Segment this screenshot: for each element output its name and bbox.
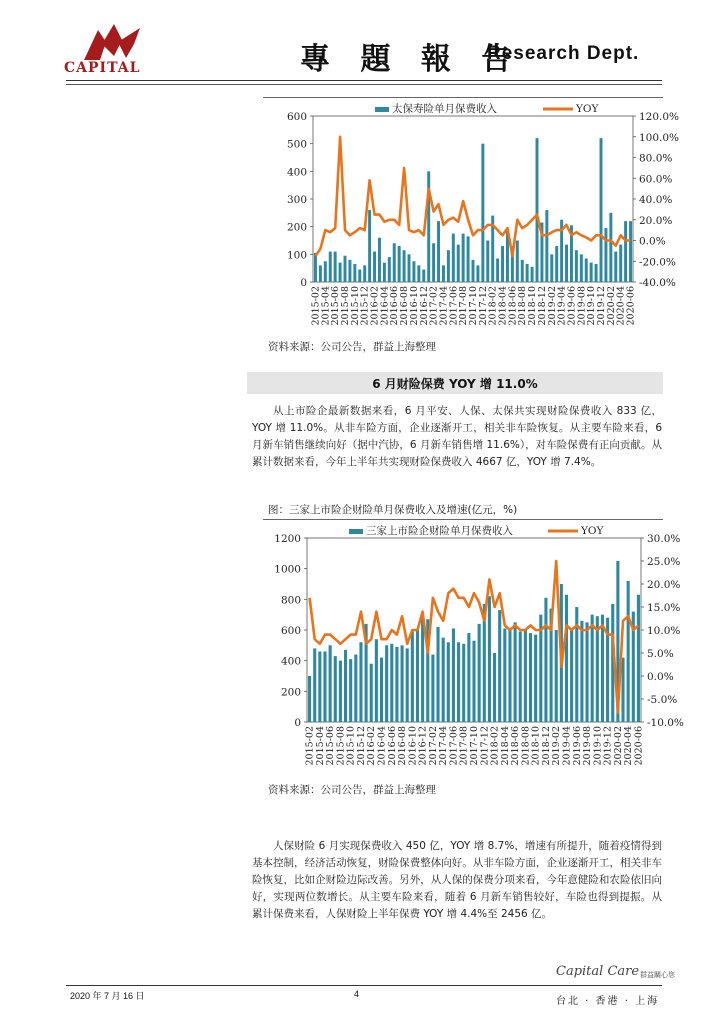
y-left-tick-label: 400 — [280, 655, 301, 668]
y-right-tick-label: 30.0% — [647, 533, 681, 545]
x-tick-label: 2020-04 — [623, 726, 635, 766]
bar — [476, 265, 479, 282]
y-left-tick-label: 300 — [286, 194, 307, 206]
x-tick-label: 2016-12 — [417, 726, 429, 766]
body-paragraph: 人保财险 6 月实现保费收入 450 亿，YOY 增 8.7%，增速有所提升，随着疫情得到基本控制，经济活动恢复，财险保费整体向好。从非车险方面，企业逐渐开工，相关非车险恢复，比如企财险边际改善。另外，从人保的保费分项来看，今年意健险和农险依旧向好，实现两位数增长。从主要车险来看，随着 6 月新车销售较好，车险也得到提振。从累计保费来看，人保财险上半年保费 YOY 增 4.4%至 2456 亿。 — [252, 840, 662, 920]
section-paragraph: 从上市险企最新数据来看，6 月平安、人保、太保共实现财险保费收入 833 亿，YOY 增 11.0%。从非车险方面，企业逐渐开工，相关非车险恢复。从主要车险来看，6 月新车销售继续向好（据中汽协，6 月新车销售增 11.6%），对车险保费有正向贡献。从累计数据来看，今年上半年共实现财险保费收入 4667 亿，YOY 增 7.4%。 — [252, 405, 662, 468]
bar — [329, 252, 332, 282]
bar — [308, 676, 311, 722]
bar — [524, 630, 527, 722]
bar — [442, 638, 445, 722]
bar — [575, 250, 578, 282]
bar — [627, 581, 630, 722]
x-tick-label: 2015-12 — [356, 726, 367, 766]
bar — [488, 596, 491, 722]
legend-bar-swatch — [375, 107, 389, 112]
bar — [385, 645, 388, 722]
bar — [324, 261, 327, 282]
y-left-tick-label: 800 — [280, 594, 301, 607]
bar — [452, 628, 455, 722]
bar — [368, 210, 371, 282]
x-tick-label: 2020-06 — [625, 286, 637, 326]
x-tick-label: 2017-08 — [458, 286, 470, 326]
x-tick-label: 2015-12 — [359, 286, 371, 326]
x-tick-label: 2016-10 — [408, 286, 420, 326]
bar — [375, 639, 378, 722]
chart2-caption: 图：三家上市险企财险单月保费收入及增速(亿元，%) — [268, 504, 518, 516]
x-tick-label: 2017-02 — [427, 726, 439, 766]
footer-brand-sub: 群益關心您 — [640, 971, 675, 979]
y-left-tick-label: 600 — [286, 111, 307, 123]
x-tick-label: 2020-02 — [612, 726, 624, 766]
footer-brand: Capital Care — [556, 964, 640, 979]
x-tick-label: 2018-02 — [489, 726, 501, 766]
bar — [472, 260, 475, 282]
x-tick-label: 2019-10 — [592, 726, 604, 766]
bar — [637, 595, 640, 722]
x-tick-label: 2018-10 — [527, 286, 539, 326]
legend-line-label: YOY — [581, 525, 604, 537]
x-tick-label: 2016-06 — [386, 726, 398, 766]
yoy-line — [316, 137, 631, 256]
y-right-tick-label: 100.0% — [639, 131, 680, 144]
chart2-source: 资料来源：公司公告，群益上海整理 — [268, 784, 436, 796]
y-right-tick-label: 5.0% — [647, 648, 674, 660]
x-tick-label: 2017-04 — [438, 286, 450, 326]
bar — [462, 234, 465, 282]
bar — [406, 648, 409, 722]
x-tick-label: 2018-04 — [497, 286, 509, 326]
bar — [422, 270, 425, 282]
bar — [621, 658, 624, 722]
bar — [457, 245, 460, 282]
chart1-source: 资料来源：公司公告，群益上海整理 — [268, 341, 436, 353]
y-left-tick-label: 1000 — [274, 563, 301, 576]
x-tick-label: 2016-04 — [376, 726, 388, 766]
x-tick-label: 2017-06 — [448, 286, 460, 326]
bar — [437, 221, 440, 282]
bar — [318, 651, 321, 722]
department-label: Research Dept. — [487, 43, 640, 64]
x-tick-label: 2017-04 — [438, 726, 450, 766]
bar — [600, 138, 603, 282]
bar — [609, 213, 612, 282]
bar — [403, 250, 406, 282]
x-tick-label: 2019-12 — [602, 726, 614, 766]
x-tick-label: 2015-10 — [349, 286, 361, 326]
y-right-tick-label: 20.0% — [639, 214, 673, 227]
bar — [344, 256, 347, 282]
bar — [472, 641, 475, 722]
x-tick-label: 2018-12 — [540, 726, 552, 766]
bar — [526, 264, 529, 282]
y-right-tick-label: 120.0% — [639, 111, 680, 123]
bar — [417, 265, 420, 282]
chart-insurance-life-premium — [263, 98, 680, 334]
y-right-tick-label: 40.0% — [639, 194, 673, 206]
x-tick-label: 2015-02 — [310, 286, 322, 326]
page-title: 專 題 報 告 — [300, 42, 522, 77]
page-number: 4 — [354, 989, 360, 999]
bar — [363, 265, 366, 282]
y-right-tick-label: 0.0% — [647, 671, 674, 683]
x-tick-label: 2019-10 — [586, 286, 598, 326]
y-right-tick-label: 60.0% — [639, 173, 673, 186]
x-tick-label: 2019-08 — [576, 286, 588, 326]
y-left-tick-label: 1200 — [274, 533, 301, 545]
bar — [596, 616, 599, 722]
bar — [529, 633, 532, 722]
bar — [442, 265, 445, 282]
x-tick-label: 2016-12 — [418, 286, 430, 326]
x-tick-label: 2016-08 — [397, 726, 409, 766]
bar — [462, 644, 465, 722]
x-tick-label: 2017-10 — [469, 726, 480, 766]
bar — [378, 238, 381, 282]
bar — [503, 628, 506, 722]
x-tick-label: 2015-06 — [325, 726, 337, 766]
y-right-tick-label: -20.0% — [639, 256, 676, 269]
x-tick-label: 2018-06 — [507, 286, 519, 326]
bar — [467, 236, 470, 282]
bar — [398, 246, 401, 282]
bar — [550, 254, 553, 282]
x-tick-label: 2018-02 — [487, 286, 499, 326]
bar — [447, 642, 450, 722]
x-tick-label: 2019-06 — [566, 286, 578, 326]
bar — [421, 618, 424, 722]
footer-rule — [66, 985, 662, 986]
bar — [570, 630, 573, 722]
bar — [498, 610, 501, 722]
bar — [432, 243, 435, 282]
bar — [314, 253, 317, 282]
bar — [395, 647, 398, 722]
bar — [486, 241, 489, 283]
bar — [323, 651, 326, 722]
y-right-tick-label: 0.0% — [639, 235, 666, 248]
x-tick-label: 2015-04 — [314, 726, 326, 766]
x-tick-label: 2018-12 — [536, 286, 548, 326]
bar — [329, 645, 332, 722]
x-tick-label: 2016-02 — [366, 726, 378, 766]
x-tick-label: 2015-10 — [345, 726, 357, 766]
bar — [519, 632, 522, 722]
bar — [373, 252, 376, 282]
bar — [585, 258, 588, 282]
x-tick-label: 2017-12 — [479, 726, 491, 766]
bar — [447, 250, 450, 282]
y-right-tick-label: 80.0% — [639, 152, 673, 165]
bar — [478, 624, 481, 722]
x-tick-label: 2016-06 — [389, 286, 401, 326]
bar — [370, 664, 373, 722]
x-tick-label: 2016-02 — [369, 286, 381, 326]
bar — [614, 252, 617, 282]
x-tick-label: 2016-04 — [379, 286, 391, 326]
footer-cities: 台北 · 香港 · 上海 — [556, 996, 660, 1007]
x-tick-label: 2020-06 — [633, 726, 645, 766]
plot-frame — [313, 116, 633, 282]
x-tick-label: 2015-02 — [304, 726, 316, 766]
capital-logo-icon — [78, 22, 150, 62]
bar — [349, 659, 352, 722]
x-tick-label: 2018-08 — [517, 286, 529, 326]
y-right-tick-label: 15.0% — [647, 602, 681, 614]
x-tick-label: 2017-12 — [477, 286, 489, 326]
x-tick-label: 2015-08 — [340, 286, 351, 326]
bar — [348, 260, 351, 282]
bar — [452, 234, 455, 282]
bar — [545, 210, 548, 282]
bar — [344, 650, 347, 722]
bar — [380, 658, 383, 722]
bar — [359, 642, 362, 722]
bar — [313, 648, 316, 722]
bar — [565, 245, 568, 282]
x-tick-label: 2018-08 — [520, 726, 532, 766]
bar — [467, 633, 470, 722]
x-tick-label: 2015-06 — [330, 286, 342, 326]
footer-date: 2020 年 7 月 16 日 — [70, 991, 145, 1001]
x-tick-label: 2016-10 — [407, 726, 419, 766]
bar — [629, 221, 632, 282]
bar — [353, 264, 356, 282]
x-tick-label: 2019-04 — [561, 726, 573, 766]
bar — [521, 260, 524, 282]
y-right-tick-label: -40.0% — [639, 277, 676, 289]
bar — [555, 246, 558, 282]
bar — [481, 144, 484, 282]
bar — [595, 264, 598, 282]
bar — [412, 261, 415, 282]
bar — [393, 243, 396, 282]
x-tick-label: 2019-02 — [551, 726, 563, 766]
bar — [408, 254, 411, 282]
header-rule — [66, 80, 662, 81]
bar — [401, 645, 404, 722]
x-tick-label: 2017-06 — [448, 726, 460, 766]
x-tick-label: 2019-12 — [596, 286, 607, 326]
x-tick-label: 2018-04 — [499, 726, 511, 766]
bar — [565, 595, 568, 722]
section-title: 6 月财险保费 YOY 增 11.0% — [372, 377, 538, 391]
bar — [555, 630, 558, 722]
bar — [339, 263, 342, 282]
bar — [390, 644, 393, 722]
y-left-tick-label: 0 — [300, 277, 307, 289]
bar — [334, 252, 337, 282]
bar — [604, 228, 607, 282]
legend-line-label: YOY — [576, 103, 599, 115]
bar — [601, 615, 604, 722]
x-tick-label: 2015-04 — [320, 286, 332, 326]
bar — [457, 642, 460, 722]
x-tick-label: 2019-08 — [582, 726, 593, 766]
bar — [531, 267, 534, 282]
y-left-tick-label: 200 — [286, 221, 307, 234]
legend-bar-label: 三家上市险企财险单月保费收入 — [366, 525, 513, 537]
bar — [619, 245, 622, 282]
bar — [436, 627, 439, 722]
bar — [590, 263, 593, 282]
bar — [544, 598, 547, 722]
bar — [536, 138, 539, 282]
x-tick-label: 2015-08 — [335, 726, 347, 766]
bar — [580, 621, 583, 722]
y-left-tick-label: 200 — [280, 686, 301, 699]
x-tick-label: 2019-04 — [556, 286, 568, 326]
bar — [501, 246, 504, 282]
y-right-tick-label: -10.0% — [647, 717, 684, 729]
bar — [319, 265, 322, 282]
bar — [339, 661, 342, 722]
logo-text: CAPITAL — [64, 60, 141, 76]
bar — [383, 263, 386, 282]
bar — [586, 622, 589, 722]
legend-bar-swatch — [349, 529, 363, 534]
bar — [411, 632, 414, 722]
bar — [514, 622, 517, 722]
legend-bar-label: 太保寿险单月保费收入 — [392, 103, 497, 115]
x-tick-label: 2019-06 — [571, 726, 583, 766]
x-tick-label: 2018-10 — [530, 726, 542, 766]
bar — [354, 655, 357, 722]
x-tick-label: 2020-02 — [605, 286, 617, 326]
y-left-tick-label: 400 — [286, 166, 307, 179]
bar — [388, 257, 391, 282]
x-tick-label: 2020-04 — [615, 286, 627, 326]
y-right-tick-label: 10.0% — [647, 625, 681, 637]
bar — [416, 630, 419, 722]
bar — [508, 630, 511, 722]
x-tick-label: 2018-06 — [510, 726, 522, 766]
bar — [493, 653, 496, 722]
x-tick-label: 2019-02 — [546, 286, 558, 326]
bar — [580, 254, 583, 282]
x-tick-label: 2017-10 — [468, 286, 479, 326]
y-right-tick-label: 20.0% — [647, 579, 681, 591]
x-tick-label: 2017-02 — [428, 286, 440, 326]
bar — [534, 635, 537, 722]
y-left-tick-label: 0 — [294, 717, 301, 729]
bar — [591, 615, 594, 722]
bar — [496, 258, 499, 282]
x-tick-label: 2016-08 — [399, 286, 411, 326]
bar — [334, 656, 337, 722]
bar — [431, 655, 434, 722]
chart-property-premium — [263, 520, 684, 776]
x-tick-label: 2017-08 — [458, 726, 470, 766]
y-left-tick-label: 500 — [286, 138, 307, 151]
header-rule-thin — [66, 84, 662, 85]
bar — [358, 270, 361, 282]
bar — [624, 221, 627, 282]
y-left-tick-label: 100 — [286, 249, 307, 262]
y-left-tick-label: 600 — [280, 625, 301, 637]
y-right-tick-label: -5.0% — [647, 694, 678, 706]
y-right-tick-label: 25.0% — [647, 556, 681, 568]
bar — [516, 241, 519, 283]
